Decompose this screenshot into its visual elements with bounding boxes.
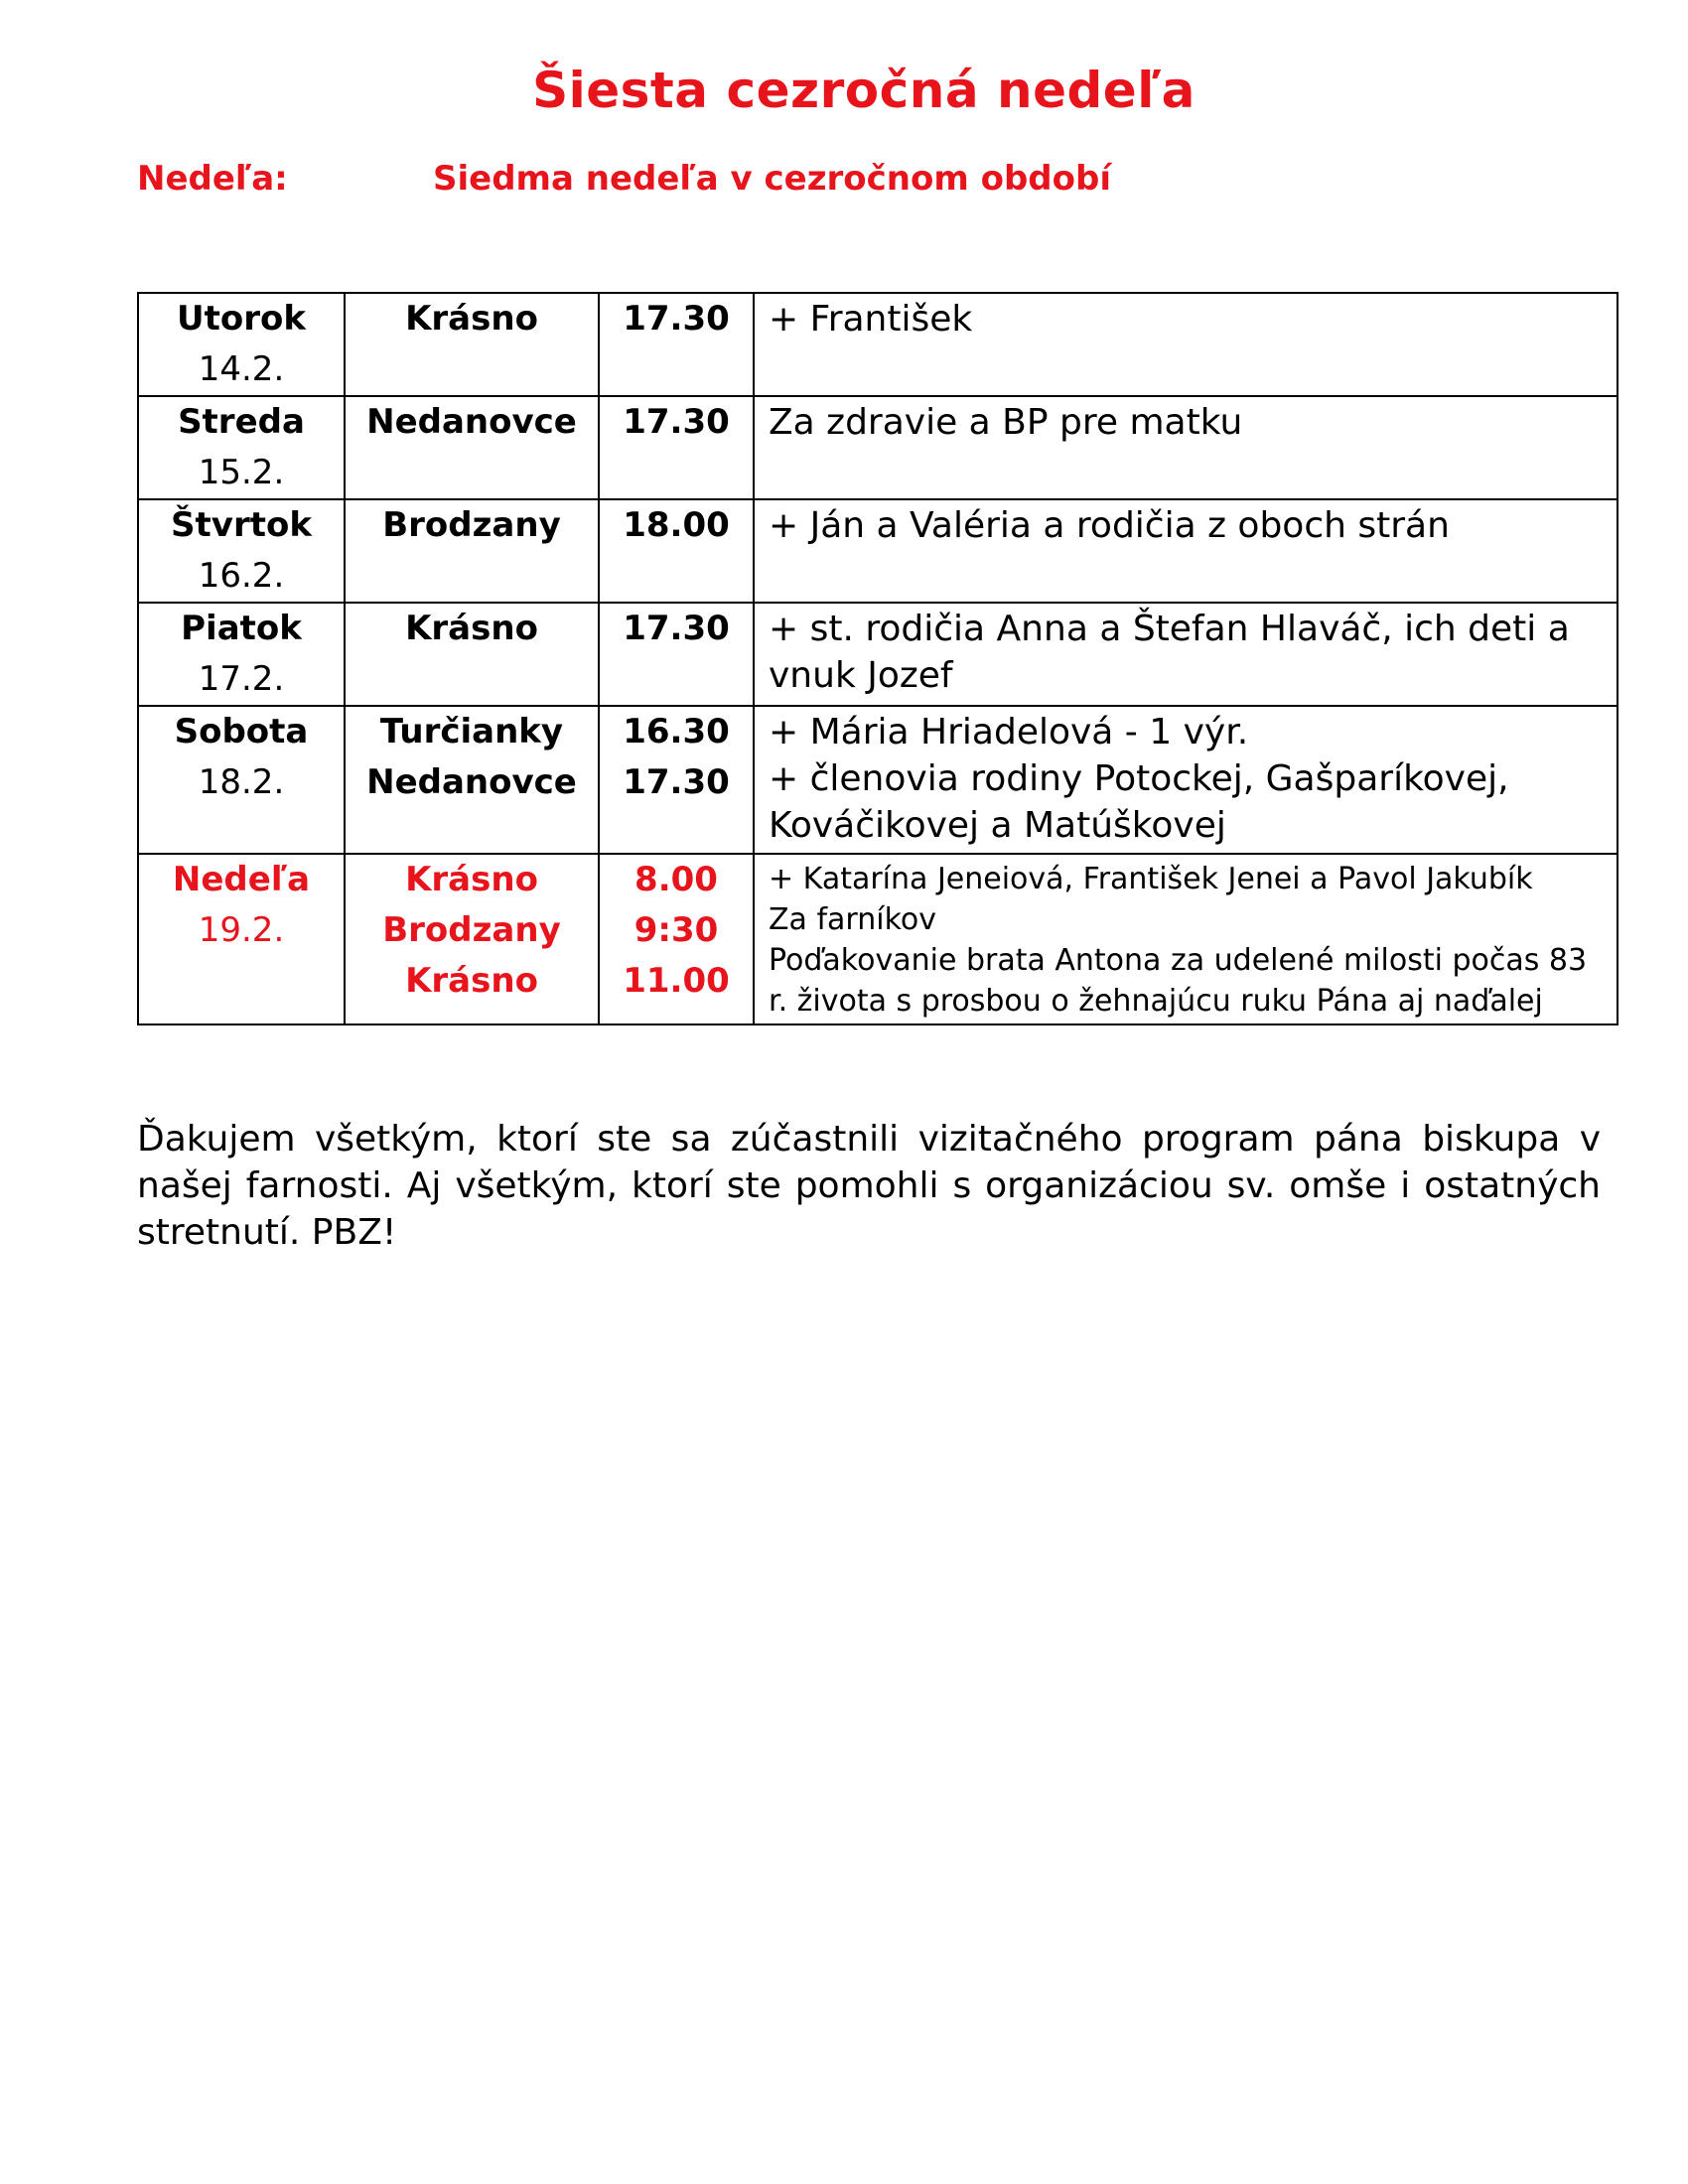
table-row [138,854,1618,1024]
place-cell [345,499,599,603]
intention-text: + Ján a Valéria a rodičia z oboch strán [769,505,1450,546]
place-name: Krásno [405,299,538,339]
intention-text: + členovia rodiny Potockej, Gašparíkovej, Kováčikovej a Matúškovej [769,758,1509,846]
day-date: 14.2. [198,349,285,389]
day-name: Štvrtok [171,505,312,545]
day-cell [138,854,345,1024]
place-cell [345,603,599,706]
time-cell [599,499,754,603]
table-row [138,396,1618,499]
mass-time: 8.00 [634,860,718,899]
intention-cell [754,293,1618,396]
day-date: 16.2. [198,556,285,596]
day-name: Piatok [181,609,302,648]
place-cell [345,706,599,854]
intention-cell [754,396,1618,499]
time-cell [599,293,754,396]
day-date: 15.2. [198,453,285,492]
table-row [138,499,1618,603]
table-row [138,293,1618,396]
intention-cell [754,854,1618,1024]
time-cell [599,396,754,499]
place-cell [345,293,599,396]
table-row [138,603,1618,706]
time-cell [599,854,754,1024]
mass-schedule-table [137,292,1618,1025]
table-row [138,706,1618,854]
place-name: Nedanovce [366,762,577,802]
mass-time: 17.30 [623,299,730,339]
day-cell [138,499,345,603]
day-name: Nedeľa [172,860,311,899]
mass-time: 9:30 [633,910,719,950]
day-date: 18.2. [198,762,285,802]
intention-text: + František [769,299,973,340]
time-cell [599,706,754,854]
day-cell [138,293,345,396]
day-cell [138,396,345,499]
day-date: 19.2. [198,910,285,950]
time-cell [599,603,754,706]
intention-text: Za zdravie a BP pre matku [769,402,1243,443]
place-cell [345,396,599,499]
place-name: Turčianky [379,712,564,751]
day-name: Streda [178,402,305,442]
intention-text: Poďakovanie brata Antona za udelené milosti počas 83 r. života s prosbou o žehnajúcu ruku Pána aj naďalej [769,943,1588,1019]
day-name: Utorok [177,299,306,339]
day-date: 17.2. [198,659,285,699]
intention-text: Za farníkov [769,902,936,937]
mass-time: 17.30 [623,762,730,802]
intention-cell [754,603,1618,706]
day-cell [138,706,345,854]
intention-cell [754,706,1618,854]
mass-time: 11.00 [623,961,730,1001]
place-cell [345,854,599,1024]
sunday-value: Siedma nedeľa v cezročnom období [433,159,1111,199]
day-cell [138,603,345,706]
intention-text: + st. rodičia Anna a Štefan Hlaváč, ich deti a vnuk Jozef [769,609,1570,696]
page-title: Šiesta cezročná nedeľa [532,62,1196,119]
intention-cell [754,499,1618,603]
thank-you-note: Ďakujem všetkým, ktorí ste sa zúčastnili vizitačného program pána biskupa v našej farnosti. Aj všetkým, ktorí ste pomohli s organizáciou sv. omše i ostatných stretnutí. PBZ! [137,1119,1601,1253]
mass-time: 16.30 [623,712,730,751]
intention-text: + Mária Hriadelová - 1 výr. [769,712,1249,752]
place-name: Nedanovce [366,402,577,442]
mass-time: 17.30 [623,609,730,648]
place-name: Krásno [405,860,538,899]
place-name: Brodzany [382,505,561,545]
day-name: Sobota [174,712,309,751]
mass-time: 18.00 [623,505,730,545]
place-name: Krásno [405,609,538,648]
intention-text: + Katarína Jeneiová, František Jenei a Pavol Jakubík [769,862,1533,896]
place-name: Krásno [405,961,538,1001]
sunday-label: Nedeľa: [137,159,288,199]
place-name: Brodzany [382,910,561,950]
mass-time: 17.30 [623,402,730,442]
